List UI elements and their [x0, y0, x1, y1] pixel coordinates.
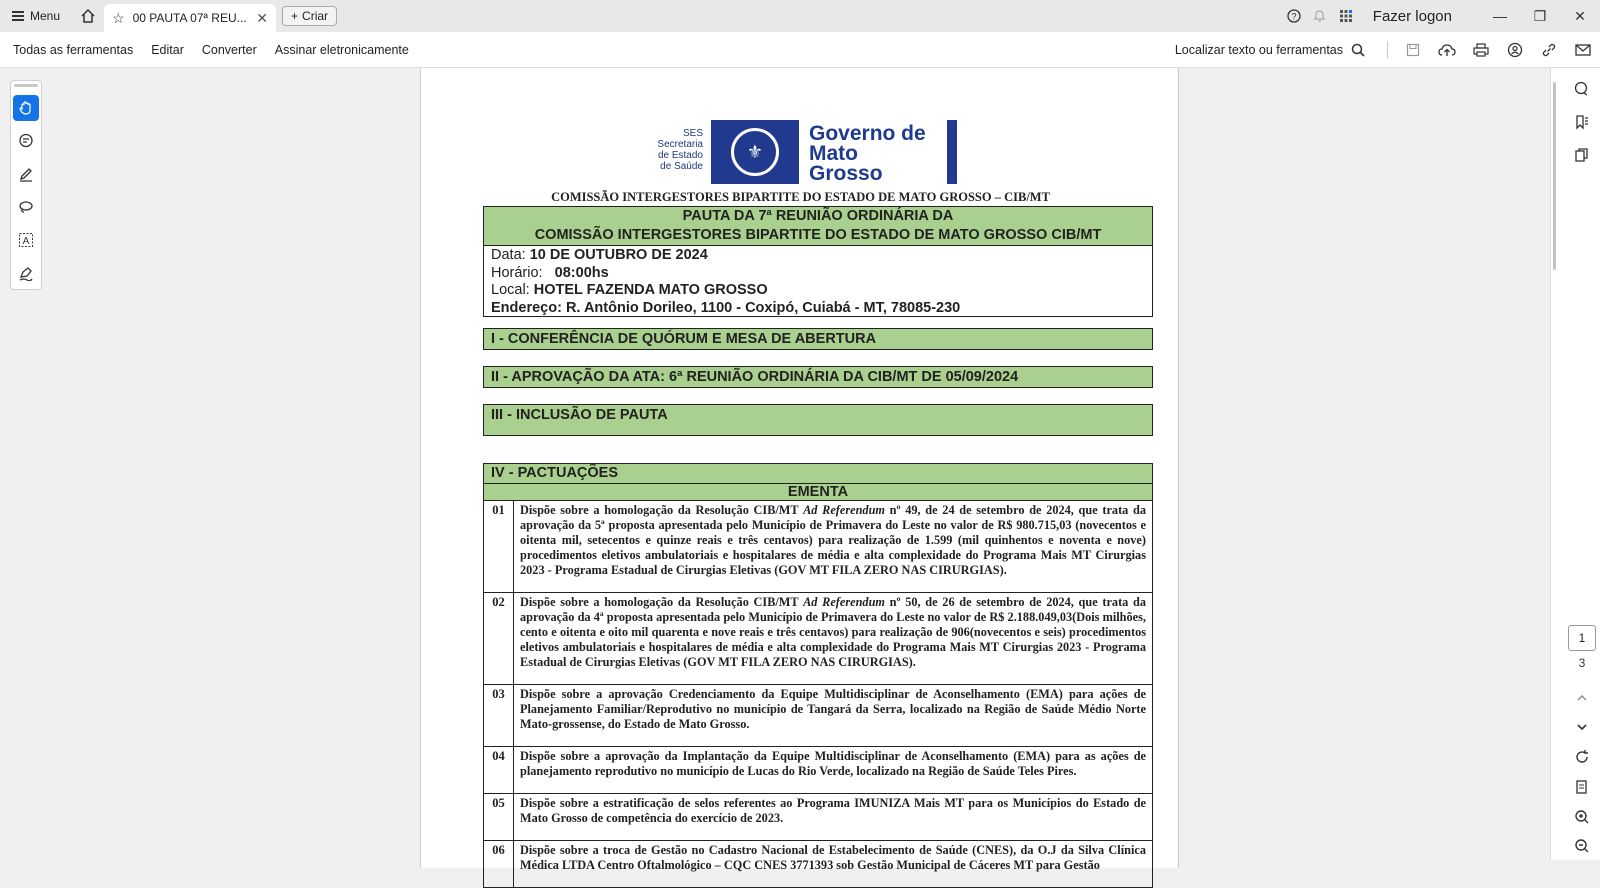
pen-icon: [18, 166, 34, 182]
pdf-page: [420, 68, 1179, 872]
agenda-title-box: [483, 206, 1153, 246]
lasso-icon: [18, 199, 34, 215]
government-logo: [641, 120, 961, 184]
menu-all-tools[interactable]: Todas as ferramentas: [13, 42, 134, 57]
draw-tool[interactable]: [13, 194, 39, 220]
print-icon[interactable]: [1464, 32, 1498, 68]
zoom-in-icon[interactable]: [1570, 805, 1594, 829]
minimize-icon[interactable]: —: [1493, 8, 1507, 24]
help-icon[interactable]: [1281, 0, 1307, 32]
hand-icon: [18, 100, 34, 116]
pages-thumbnail-icon[interactable]: [1570, 143, 1594, 167]
table-row: 05 Dispõe sobre a estratificação de selos referentes ao Programa IMUNIZA Mais MT para os Municípios do Estado de Mato Grosso de competência do exercício de 2023.: [484, 794, 1152, 841]
comment-tool[interactable]: [13, 128, 39, 154]
sign-in-link[interactable]: Fazer logon: [1372, 7, 1452, 25]
total-pages: 3: [1578, 656, 1586, 670]
star-icon[interactable]: ☆: [112, 9, 125, 26]
table-row: 01 Dispõe sobre a homologação da Resolução CIB/MT Ad Referendum nº 49, de 24 de setembro de 2024, que trata da aprovação da 5ª proposta apresentada pelo Município de Primavera do Leste no valor de R$ 980.715,03 (novecentos e oitenta mil, setecentos e quinze reais e três centavos) para realização de 1.599 (mil quinhentos e noventa e nove) procedimentos eletivos ambulatoriais e hospitalares de média e alta complexidade do Programa Mais MT Cirurgias 2023 - Programa Estadual de Cirurgias Eletivas (GOV MT FILA ZERO NAS CIRURGIAS).: [484, 501, 1152, 593]
menu-e-sign[interactable]: Assinar eletronicamente: [274, 42, 409, 57]
text-select-tool[interactable]: [13, 227, 39, 253]
meeting-address: Endereço: R. Antônio Dorileo, 1100 - Coxipó, Cuiabá - MT, 78085-230: [491, 299, 961, 316]
zoom-out-icon[interactable]: [1570, 834, 1594, 858]
link-icon[interactable]: [1532, 32, 1566, 68]
vertical-scrollbar[interactable]: [1553, 82, 1556, 270]
next-page-icon[interactable]: [1570, 715, 1594, 739]
plus-icon: +: [291, 9, 299, 23]
sign-tool[interactable]: [13, 260, 39, 286]
signature-pen-icon: [18, 265, 34, 281]
document-tab[interactable]: [104, 4, 276, 32]
current-page-input[interactable]: 1: [1568, 625, 1596, 651]
coat-of-arms-icon: ⚜: [711, 120, 799, 184]
create-button[interactable]: [282, 6, 337, 26]
text-box-icon: [18, 232, 34, 248]
table-row: 04 Dispõe sobre a aprovação da Implantação da Equipe Multidisciplinar de Aconselhamento (EMA) para as ações de planejamento reprodutivo no município de Lucas do Rio Verde, localizado na Região de Saúde Teles Pires.: [484, 747, 1152, 794]
tab-label: 00 PAUTA 07ª REU...: [132, 11, 247, 25]
find-tools-search[interactable]: [1175, 43, 1365, 57]
table-row: 06 Dispõe sobre a troca de Gestão no Cadastro Nacional de Estabelecimento de Saúde (CNES), da O.J da Silva Clínica Médica LTDA Centro Oftalmológico – CQC CNES 3771393 sob Gestão Municipal de Cáceres MT para Gestão: [484, 841, 1152, 888]
toolbar-divider: [1387, 41, 1388, 59]
home-icon: [80, 8, 96, 24]
email-icon[interactable]: [1566, 32, 1600, 68]
cloud-upload-icon[interactable]: [1430, 32, 1464, 68]
government-name: Governo de Mato Grosso: [809, 122, 926, 185]
save-icon[interactable]: [1396, 32, 1430, 68]
meeting-date: Data: 10 DE OUTUBRO DE 2024: [491, 247, 708, 263]
page-display-icon[interactable]: [1570, 775, 1594, 799]
bookmarks-icon[interactable]: [1570, 110, 1594, 134]
section-minutes-approval: II - APROVAÇÃO DA ATA: 6ª REUNIÃO ORDINÁRIA DA CIB/MT DE 05/09/2024: [483, 366, 1153, 388]
rail-grip[interactable]: [14, 84, 38, 87]
meeting-location: Local: HOTEL FAZENDA MATO GROSSO: [491, 282, 768, 298]
notification-bell-icon[interactable]: [1307, 0, 1333, 32]
svg-text:?: ?: [1291, 11, 1297, 22]
meeting-info-box: [483, 246, 1153, 317]
comments-panel-icon[interactable]: [1570, 77, 1594, 101]
ses-logo-text: SES Secretaria de Estado de Saúde: [657, 128, 703, 172]
quick-tools-rail: [10, 80, 42, 290]
share-user-icon[interactable]: [1498, 32, 1532, 68]
restore-icon[interactable]: ❐: [1533, 7, 1547, 24]
agenda-title-line-2: COMISSÃO INTERGESTORES BIPARTITE DO ESTADO DE MATO GROSSO CIB/MT: [534, 227, 1102, 243]
agenda-title-line-1: PAUTA DA 7ª REUNIÃO ORDINÁRIA DA: [682, 208, 954, 224]
search-icon: [1351, 43, 1365, 57]
commission-title: COMISSÃO INTERGESTORES BIPARTITE DO ESTADO DE MATO GROSSO – CIB/MT: [551, 190, 1050, 204]
agreements-table: [483, 500, 1153, 888]
find-label: Localizar texto ou ferramentas: [1174, 42, 1343, 57]
logo-bar: [947, 120, 957, 184]
table-row: 02 Dispõe sobre a homologação da Resolução CIB/MT Ad Referendum nº 50, de 26 de setembro de 2024, que trata da aprovação da 4ª proposta apresentada pelo Município de Primavera do Leste no valor de R$ 2.188.049,03(Dois milhões, cento e oitenta e oito mil quarenta e nove reais e três centavos) para realização de 906(novecentos e seis) procedimentos eletivos ambulatoriais e hospitalares de média e alta complexidade do Programa Mais MT Cirurgias 2023 - Programa Estadual de Cirurgias Eletivas (GOV MT FILA ZERO NAS CIRURGIAS).: [484, 593, 1152, 685]
section-quorum: I - CONFERÊNCIA DE QUÓRUM E MESA DE ABERTURA: [483, 328, 1153, 350]
svg-text:A: A: [22, 236, 30, 247]
ementa-header: EMENTA: [483, 483, 1153, 500]
table-row: 03 Dispõe sobre a aprovação Credenciamento da Equipe Multidisciplinar de Aconselhamento (EMA) para ações de Planejamento Familiar/Reprodutivo no município de Tangará da Serra, localizado na Região de Saúde Médio Norte Mato-grossense, do Estado de Mato Grosso.: [484, 685, 1152, 747]
menu-button[interactable]: [0, 0, 72, 32]
hamburger-icon: [12, 11, 24, 21]
document-viewport[interactable]: [0, 68, 1550, 872]
apps-grid-icon[interactable]: [1333, 0, 1359, 32]
create-label: Criar: [302, 9, 329, 23]
close-window-icon[interactable]: ✕: [1574, 7, 1586, 24]
menu-edit[interactable]: Editar: [151, 42, 184, 57]
menu-convert[interactable]: Converter: [201, 42, 257, 57]
main-toolbar: [0, 32, 1600, 68]
section-agreements: IV - PACTUAÇÕES: [483, 463, 1153, 483]
meeting-time: Horário: 08:00hs: [491, 264, 609, 281]
hand-tool[interactable]: [13, 95, 39, 121]
title-bar: [0, 0, 1600, 32]
rotate-icon[interactable]: [1570, 745, 1594, 769]
section-agenda-inclusion: III - INCLUSÃO DE PAUTA: [483, 404, 1153, 436]
right-rail: [1550, 68, 1600, 860]
previous-page-icon[interactable]: [1570, 686, 1594, 710]
menu-label: Menu: [30, 9, 61, 23]
home-button[interactable]: [72, 0, 104, 32]
highlight-tool[interactable]: [13, 161, 39, 187]
close-tab-icon[interactable]: ✕: [256, 9, 269, 26]
comment-icon: [18, 133, 34, 149]
